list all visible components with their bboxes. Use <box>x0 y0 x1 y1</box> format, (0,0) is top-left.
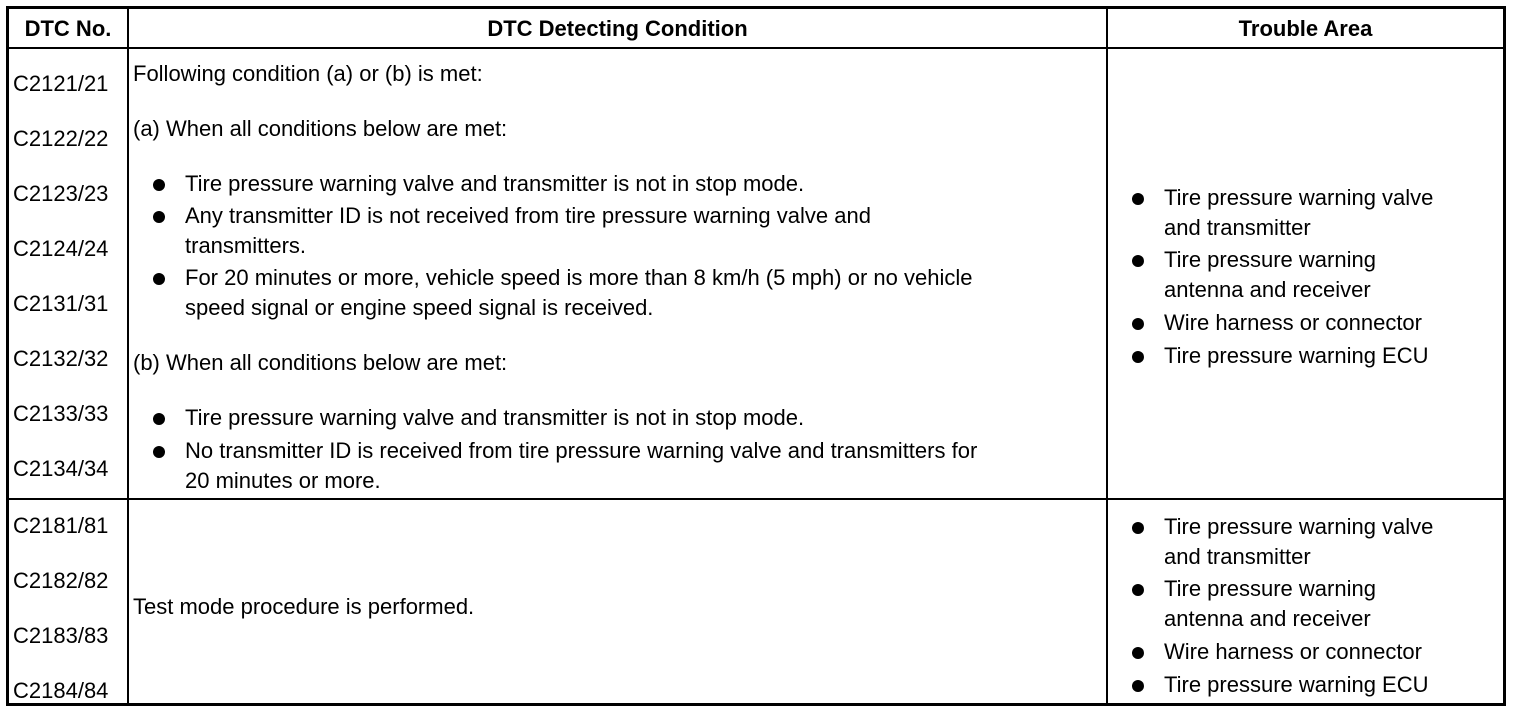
dtc-code: C2131/31 <box>13 291 109 316</box>
bullet-text: Tire pressure warning valve and transmitter is not in stop mode. <box>185 171 805 196</box>
bullet-text: Any transmitter ID is not received from tire pressure warning valve and <box>185 203 871 228</box>
trouble-text: antenna and receiver <box>1164 277 1371 302</box>
bullet-dot <box>1132 584 1144 596</box>
bullet-dot <box>153 179 165 191</box>
dtc-code: C2124/24 <box>13 236 109 261</box>
condition-text: Test mode procedure is performed. <box>133 594 475 619</box>
dtc-code: C2122/22 <box>13 126 109 151</box>
bullet-text: No transmitter ID is received from tire pressure warning valve and transmitters for <box>185 438 978 463</box>
trouble-text: antenna and receiver <box>1164 606 1371 631</box>
dtc-code: C2132/32 <box>13 346 109 371</box>
bullet-text: transmitters. <box>185 233 307 258</box>
bullet-dot <box>1132 193 1144 205</box>
bullet-dot <box>1132 351 1144 363</box>
condition-b-heading: (b) When all conditions below are met: <box>133 350 508 375</box>
dtc-code: C2123/23 <box>13 181 109 206</box>
dtc-table <box>6 6 1506 706</box>
bullet-text: speed signal or engine speed signal is received. <box>185 295 654 320</box>
bullet-dot <box>1132 318 1144 330</box>
trouble-text: Tire pressure warning valve <box>1164 514 1434 539</box>
header-dtc-no: DTC No. <box>24 16 112 41</box>
trouble-text: Tire pressure warning ECU <box>1164 343 1429 368</box>
bullet-dot <box>1132 680 1144 692</box>
dtc-code: C2183/83 <box>13 623 109 648</box>
trouble-text: and transmitter <box>1164 215 1311 240</box>
dtc-code: C2181/81 <box>13 513 109 538</box>
dtc-code: C2121/21 <box>13 71 109 96</box>
bullet-text: 20 minutes or more. <box>185 468 381 493</box>
dtc-code: C2134/34 <box>13 456 109 481</box>
condition-intro: Following condition (a) or (b) is met: <box>133 61 483 86</box>
bullet-text: Tire pressure warning valve and transmitter is not in stop mode. <box>185 405 805 430</box>
trouble-text: Tire pressure warning valve <box>1164 185 1434 210</box>
row-divider <box>9 498 1503 500</box>
bullet-dot <box>153 273 165 285</box>
trouble-text: Wire harness or connector <box>1164 310 1422 335</box>
trouble-text: Wire harness or connector <box>1164 639 1422 664</box>
column-divider <box>127 9 129 703</box>
bullet-dot <box>153 446 165 458</box>
dtc-code: C2133/33 <box>13 401 109 426</box>
trouble-text: Tire pressure warning <box>1164 576 1376 601</box>
bullet-text: For 20 minutes or more, vehicle speed is more than 8 km/h (5 mph) or no vehicle <box>185 265 973 290</box>
condition-a-heading: (a) When all conditions below are met: <box>133 116 508 141</box>
dtc-code: C2184/84 <box>13 678 109 703</box>
bullet-dot <box>1132 255 1144 267</box>
bullet-dot <box>1132 647 1144 659</box>
column-divider <box>1106 9 1108 703</box>
bullet-dot <box>153 211 165 223</box>
header-condition: DTC Detecting Condition <box>487 16 748 41</box>
trouble-text: Tire pressure warning ECU <box>1164 672 1429 697</box>
trouble-text: and transmitter <box>1164 544 1311 569</box>
header-trouble-area: Trouble Area <box>1238 16 1373 41</box>
bullet-dot <box>1132 522 1144 534</box>
trouble-text: Tire pressure warning <box>1164 247 1376 272</box>
dtc-code: C2182/82 <box>13 568 109 593</box>
bullet-dot <box>153 413 165 425</box>
